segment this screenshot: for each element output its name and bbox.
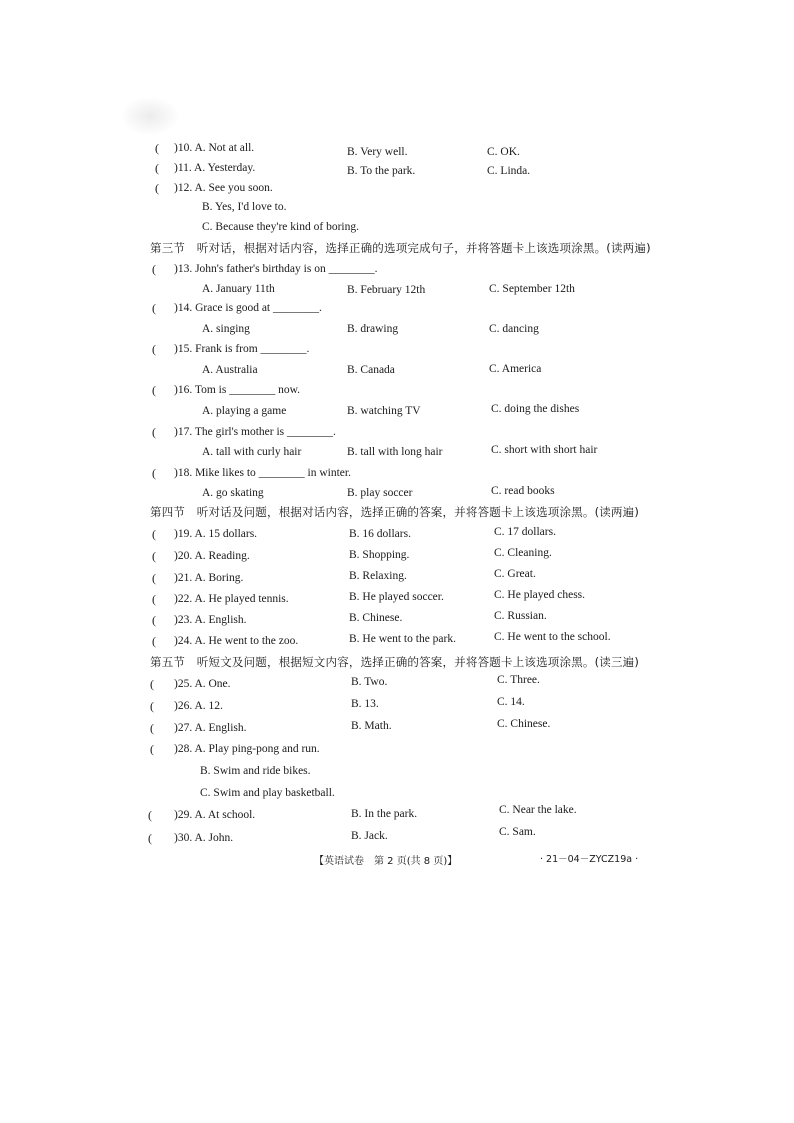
- q30-option-c: C. Sam.: [499, 826, 536, 838]
- q18-option-b: B. play soccer: [347, 487, 413, 499]
- q20-option-c: C. Cleaning.: [494, 547, 552, 559]
- q19-stem: )19. A. 15 dollars.: [174, 528, 258, 540]
- q11-option-b: B. To the park.: [347, 165, 416, 177]
- q12-option-b: B. Yes, I'd love to.: [202, 201, 287, 213]
- q15-option-c: C. America: [489, 363, 542, 375]
- q18-option-c: C. read books: [491, 485, 555, 497]
- q15-stem: )15. Frank is from ________.: [174, 343, 310, 355]
- answer-paren: (: [155, 141, 159, 155]
- q22-option-b: B. He played soccer.: [349, 591, 444, 603]
- q16-stem: )16. Tom is ________ now.: [174, 384, 301, 396]
- page-footer-label: 【英语试卷 第 2 页(共 8 页)】: [314, 856, 458, 867]
- q19-option-c: C. 17 dollars.: [494, 526, 556, 538]
- q26-stem: )26. A. 12.: [174, 700, 223, 712]
- paper-code: · 21－04－ZYCZ19a ·: [540, 854, 639, 865]
- q10-option-c: C. OK.: [487, 146, 520, 158]
- q16-option-a: A. playing a game: [202, 405, 287, 417]
- answer-paren: (: [150, 699, 154, 713]
- answer-paren: (: [150, 677, 154, 691]
- q27-option-c: C. Chinese.: [497, 718, 551, 730]
- q28-option-c: C. Swim and play basketball.: [200, 787, 335, 799]
- q20-option-b: B. Shopping.: [349, 549, 410, 561]
- q29-stem: )29. A. At school.: [174, 809, 256, 821]
- q17-stem: )17. The girl's mother is ________.: [174, 426, 336, 438]
- q12-option-c: C. Because they're kind of boring.: [202, 221, 359, 233]
- q17-option-c: C. short with short hair: [491, 444, 598, 456]
- q27-option-b: B. Math.: [351, 720, 392, 732]
- q30-option-b: B. Jack.: [351, 830, 388, 842]
- q19-option-b: B. 16 dollars.: [349, 528, 411, 540]
- section-3-heading: 第三节 听对话，根据对话内容，选择正确的选项完成句子，并将答题卡上该选项涂黑。(读两遍): [150, 241, 651, 255]
- answer-paren: (: [152, 262, 156, 276]
- q14-option-a: A. singing: [202, 323, 250, 335]
- answer-paren: (: [148, 831, 152, 845]
- answer-paren: (: [155, 161, 159, 175]
- section-5-heading: 第五节 听短文及问题，根据短文内容，选择正确的答案，并将答题卡上该选项涂黑。(读三遍): [150, 655, 640, 669]
- answer-paren: (: [150, 742, 154, 756]
- q13-option-a: A. January 11th: [202, 283, 275, 295]
- q22-option-c: C. He played chess.: [494, 589, 586, 601]
- q25-option-c: C. Three.: [497, 674, 540, 686]
- q26-option-c: C. 14.: [497, 696, 525, 708]
- q14-option-b: B. drawing: [347, 323, 399, 335]
- q10-option-b: B. Very well.: [347, 146, 408, 158]
- q22-stem: )22. A. He played tennis.: [174, 593, 289, 605]
- answer-paren: (: [152, 383, 156, 397]
- q24-option-b: B. He went to the park.: [349, 633, 456, 645]
- answer-paren: (: [155, 181, 159, 195]
- q27-stem: )27. A. English.: [174, 722, 247, 734]
- q28-option-b: B. Swim and ride bikes.: [200, 765, 311, 777]
- answer-paren: (: [152, 613, 156, 627]
- answer-paren: (: [152, 571, 156, 585]
- q15-option-b: B. Canada: [347, 364, 395, 376]
- q29-option-b: B. In the park.: [351, 808, 418, 820]
- answer-paren: (: [152, 592, 156, 606]
- q12-stem: )12. A. See you soon.: [174, 182, 273, 194]
- q17-option-a: A. tall with curly hair: [202, 446, 302, 458]
- q10-stem: )10. A. Not at all.: [174, 142, 255, 154]
- answer-paren: (: [152, 634, 156, 648]
- q21-option-c: C. Great.: [494, 568, 536, 580]
- q17-option-b: B. tall with long hair: [347, 446, 443, 458]
- q25-option-b: B. Two.: [351, 676, 388, 688]
- answer-paren: (: [152, 342, 156, 356]
- q21-option-b: B. Relaxing.: [349, 570, 407, 582]
- q13-option-b: B. February 12th: [347, 284, 426, 296]
- q16-option-c: C. doing the dishes: [491, 403, 580, 415]
- q13-stem: )13. John's father's birthday is on ________.: [174, 263, 378, 275]
- q26-option-b: B. 13.: [351, 698, 379, 710]
- q23-stem: )23. A. English.: [174, 614, 247, 626]
- answer-paren: (: [152, 549, 156, 563]
- q13-option-c: C. September 12th: [489, 283, 575, 295]
- answer-paren: (: [150, 721, 154, 735]
- q23-option-c: C. Russian.: [494, 610, 547, 622]
- answer-paren: (: [148, 808, 152, 822]
- q28-stem: )28. A. Play ping-pong and run.: [174, 743, 320, 755]
- answer-paren: (: [152, 301, 156, 315]
- q14-stem: )14. Grace is good at ________.: [174, 302, 322, 314]
- q24-option-c: C. He went to the school.: [494, 631, 611, 643]
- answer-paren: (: [152, 527, 156, 541]
- section-4-heading: 第四节 听对话及问题，根据对话内容，选择正确的答案，并将答题卡上该选项涂黑。(读两遍): [150, 505, 640, 519]
- scan-smudge: [120, 96, 180, 136]
- answer-paren: (: [152, 466, 156, 480]
- q29-option-c: C. Near the lake.: [499, 804, 577, 816]
- q14-option-c: C. dancing: [489, 323, 539, 335]
- q20-stem: )20. A. Reading.: [174, 550, 250, 562]
- q15-option-a: A. Australia: [202, 364, 258, 376]
- q18-option-a: A. go skating: [202, 487, 264, 499]
- q11-stem: )11. A. Yesterday.: [174, 162, 256, 174]
- answer-paren: (: [152, 425, 156, 439]
- q18-stem: )18. Mike likes to ________ in winter.: [174, 467, 351, 479]
- q25-stem: )25. A. One.: [174, 678, 231, 690]
- q21-stem: )21. A. Boring.: [174, 572, 244, 584]
- q24-stem: )24. A. He went to the zoo.: [174, 635, 299, 647]
- q11-option-c: C. Linda.: [487, 165, 531, 177]
- q16-option-b: B. watching TV: [347, 405, 421, 417]
- q30-stem: )30. A. John.: [174, 832, 234, 844]
- q23-option-b: B. Chinese.: [349, 612, 403, 624]
